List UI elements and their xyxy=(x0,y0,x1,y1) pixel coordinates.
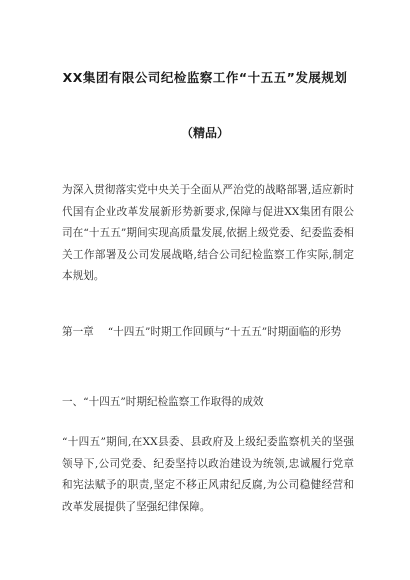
document-subtitle: （精品） xyxy=(180,126,229,140)
body-paragraph: “十四五”期间,在XX县委、县政府及上级纪委监察机关的坚强领导下,公司党委、纪委坚持以政治建设为统领,忠诚履行党章 和宪法赋予的职责,坚定不移正风肃纪反腐,为公司稳健经营和改革发展提供了坚强纪律保障。 xyxy=(62,436,365,513)
document-title: XX集团有限公司纪检监察工作“十五五”发展规划 xyxy=(62,70,348,85)
section-heading: 一、“十四五”时期纪检监察工作取得的成效 xyxy=(62,396,264,408)
chapter-heading: 第一章 “十四五”时期工作回顾与“十五五”时期面临的形势 xyxy=(62,326,342,338)
intro-paragraph: 为深入贯彻落实党中央关于全面从严治党的战略部署,适应新时代国有企业改革发展新形势新要求,保障与促进XX集团有限公司在“十五五”期间实现高质量发展,依据上级党委、纪委监委相关工作部署及公司发展战略,结合公司纪检监察工作实际,制定本规划。 xyxy=(62,184,354,282)
